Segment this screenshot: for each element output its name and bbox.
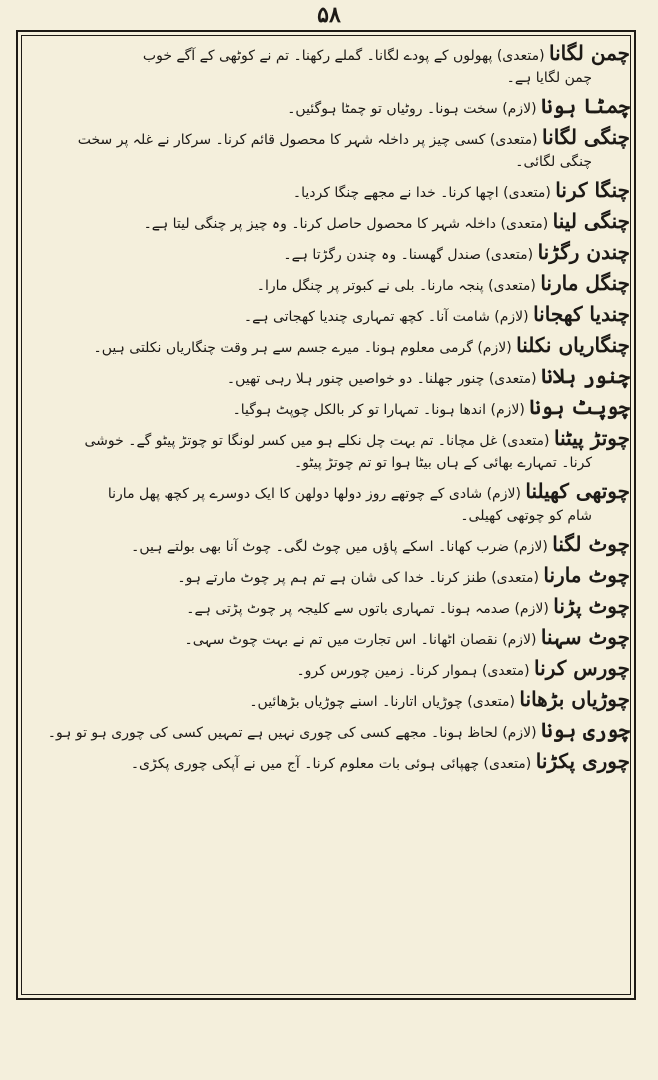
entry-headword: چوتھی کھیلنا — [525, 479, 630, 503]
entry-definition: (لازم) ضرب کھانا۔ اسکے پاؤں میں چوٹ لگی۔ چوٹ آنا بھی بولتے ہیں۔ — [131, 539, 548, 555]
entry-definition: (متعدی) داخلہ شہر کا محصول حاصل کرنا۔ وہ چیز پر چنگی لیتا ہے۔ — [143, 216, 549, 232]
entry-headword: چوٹ پڑنا — [553, 594, 630, 618]
entry-definition: (متعدی) طنز کرنا۔ خدا کی شان ہے تم ہم پر چوٹ مارتے ہو۔ — [177, 570, 539, 586]
entry-definition: (متعدی) ہموار کرنا۔ زمین چورس کرو۔ — [296, 663, 530, 679]
entry-headword: چنگی لگانا — [542, 125, 630, 149]
entry-definition: (لازم) نقصان اٹھانا۔ اس تجارت میں تم نے بہت چوٹ سہی۔ — [184, 632, 537, 648]
page-number: ۵۸ — [317, 2, 341, 28]
entry-headword: چورس کرنا — [534, 656, 630, 680]
entry-headword: چنگاریاں نکلنا — [516, 333, 630, 357]
entry-headword: چوپٹ ہونا — [529, 395, 630, 419]
dictionary-entry — [30, 688, 630, 713]
dictionary-entry — [30, 241, 630, 266]
entry-headword: چوتڑ پیٹنا — [553, 426, 630, 450]
entry-headword: چوٹ مارنا — [543, 563, 630, 587]
dictionary-entry — [30, 657, 630, 682]
dictionary-entry — [30, 365, 630, 390]
dictionary-entry — [30, 533, 630, 558]
entry-definition: (لازم) سخت ہونا۔ روٹیاں تو چمٹا ہوگئیں۔ — [287, 101, 537, 117]
entry-definition: (متعدی) پنجہ مارنا۔ بلی نے کبوتر پر چنگل مارا۔ — [256, 278, 536, 294]
entry-definition: (لازم) شامت آنا۔ کچھ تمہاری چندیا کھجاتی ہے۔ — [243, 309, 529, 325]
dictionary-entry — [30, 396, 630, 421]
dictionary-entry — [30, 334, 630, 359]
dictionary-entry — [30, 427, 630, 474]
entry-headword: چوڑیاں بڑھانا — [519, 687, 630, 711]
entry-definition: (متعدی) صندل گھسنا۔ وہ چندن رگڑتا ہے۔ — [283, 247, 534, 263]
entry-headword: چوٹ لگنا — [552, 532, 630, 556]
dictionary-entry — [30, 480, 630, 527]
dictionary-entries — [30, 42, 630, 781]
entry-definition: (متعدی) چنور جھلنا۔ دو خواصیں چنور ہلا رہی تھیں۔ — [226, 371, 537, 387]
dictionary-entry — [30, 595, 630, 620]
entry-headword: چنگل مارنا — [540, 271, 630, 295]
entry-headword: چنگا کرنا — [555, 178, 630, 202]
entry-definition: (لازم) صدمہ ہونا۔ تمہاری باتوں سے کلیجہ پر چوٹ پڑتی ہے۔ — [186, 601, 549, 617]
entry-definition: (متعدی) چھپائی ہوئی بات معلوم کرنا۔ آج میں نے آپکی چوری پکڑی۔ — [130, 756, 532, 772]
dictionary-entry — [30, 179, 630, 204]
entry-headword: چمٹا ہونا — [541, 94, 630, 118]
entry-headword: چمن لگانا — [548, 41, 630, 65]
dictionary-entry — [30, 95, 630, 120]
dictionary-entry — [30, 564, 630, 589]
entry-continuation: چنگی لگائی۔ — [515, 154, 592, 170]
entry-continuation: کرنا۔ تمہارے بھائی کے ہاں بیٹا ہوا تو تم چوتڑ پیٹو۔ — [293, 455, 592, 471]
entry-definition: (متعدی) غل مچانا۔ تم بہت چل نکلے ہو میں کسر لونگا تو چوتڑ پیٹو گے۔ خوشی — [84, 433, 550, 449]
dictionary-entry — [30, 42, 630, 89]
entry-definition: (متعدی) اچھا کرنا۔ خدا نے مجھے چنگا کردیا۔ — [292, 185, 551, 201]
entry-definition: (لازم) اندھا ہونا۔ تمہارا تو کر بالکل چوپٹ ہوگیا۔ — [232, 402, 525, 418]
dictionary-entry — [30, 272, 630, 297]
dictionary-entry — [30, 750, 630, 775]
dictionary-entry — [30, 303, 630, 328]
entry-definition: (لازم) گرمی معلوم ہونا۔ میرے جسم سے ہر وقت چنگاریاں نکلتی ہیں۔ — [93, 340, 512, 356]
dictionary-entry — [30, 126, 630, 173]
entry-headword: چندن رگڑنا — [537, 240, 630, 264]
dictionary-entry — [30, 626, 630, 651]
entry-headword: چنگی لینا — [552, 209, 630, 233]
entry-headword: چوٹ سہنا — [540, 625, 630, 649]
dictionary-entry — [30, 719, 630, 744]
entry-definition: (لازم) لحاظ ہونا۔ مجھے کسی کی چوری نہیں ہے تمہیں کسی کی چوری ہو تو ہو۔ — [47, 725, 537, 741]
entry-headword: چندیا کھجانا — [533, 302, 630, 326]
entry-definition: (متعدی) کسی چیز پر داخلہ شہر کا محصول قائم کرنا۔ سرکار نے غلہ پر سخت — [77, 132, 538, 148]
entry-definition: (متعدی) چوڑیاں اتارنا۔ اسنے چوڑیاں بڑھائیں۔ — [249, 694, 515, 710]
entry-headword: چوری پکڑنا — [535, 749, 630, 773]
entry-continuation: چمن لگایا ہے۔ — [506, 70, 592, 86]
entry-continuation: شام کو چوتھی کھیلی۔ — [460, 508, 592, 524]
entry-headword: چنور ہلانا — [541, 364, 630, 388]
entry-definition: (لازم) شادی کے چوتھے روز دولھا دولھن کا ایک دوسرے پر کچھ پھل مارنا — [107, 486, 521, 502]
dictionary-entry — [30, 210, 630, 235]
entry-definition: (متعدی) پھولوں کے پودے لگانا۔ گملے رکھنا۔ تم نے کوٹھی کے آگے خوب — [142, 48, 545, 64]
entry-headword: چوری ہونا — [541, 718, 630, 742]
